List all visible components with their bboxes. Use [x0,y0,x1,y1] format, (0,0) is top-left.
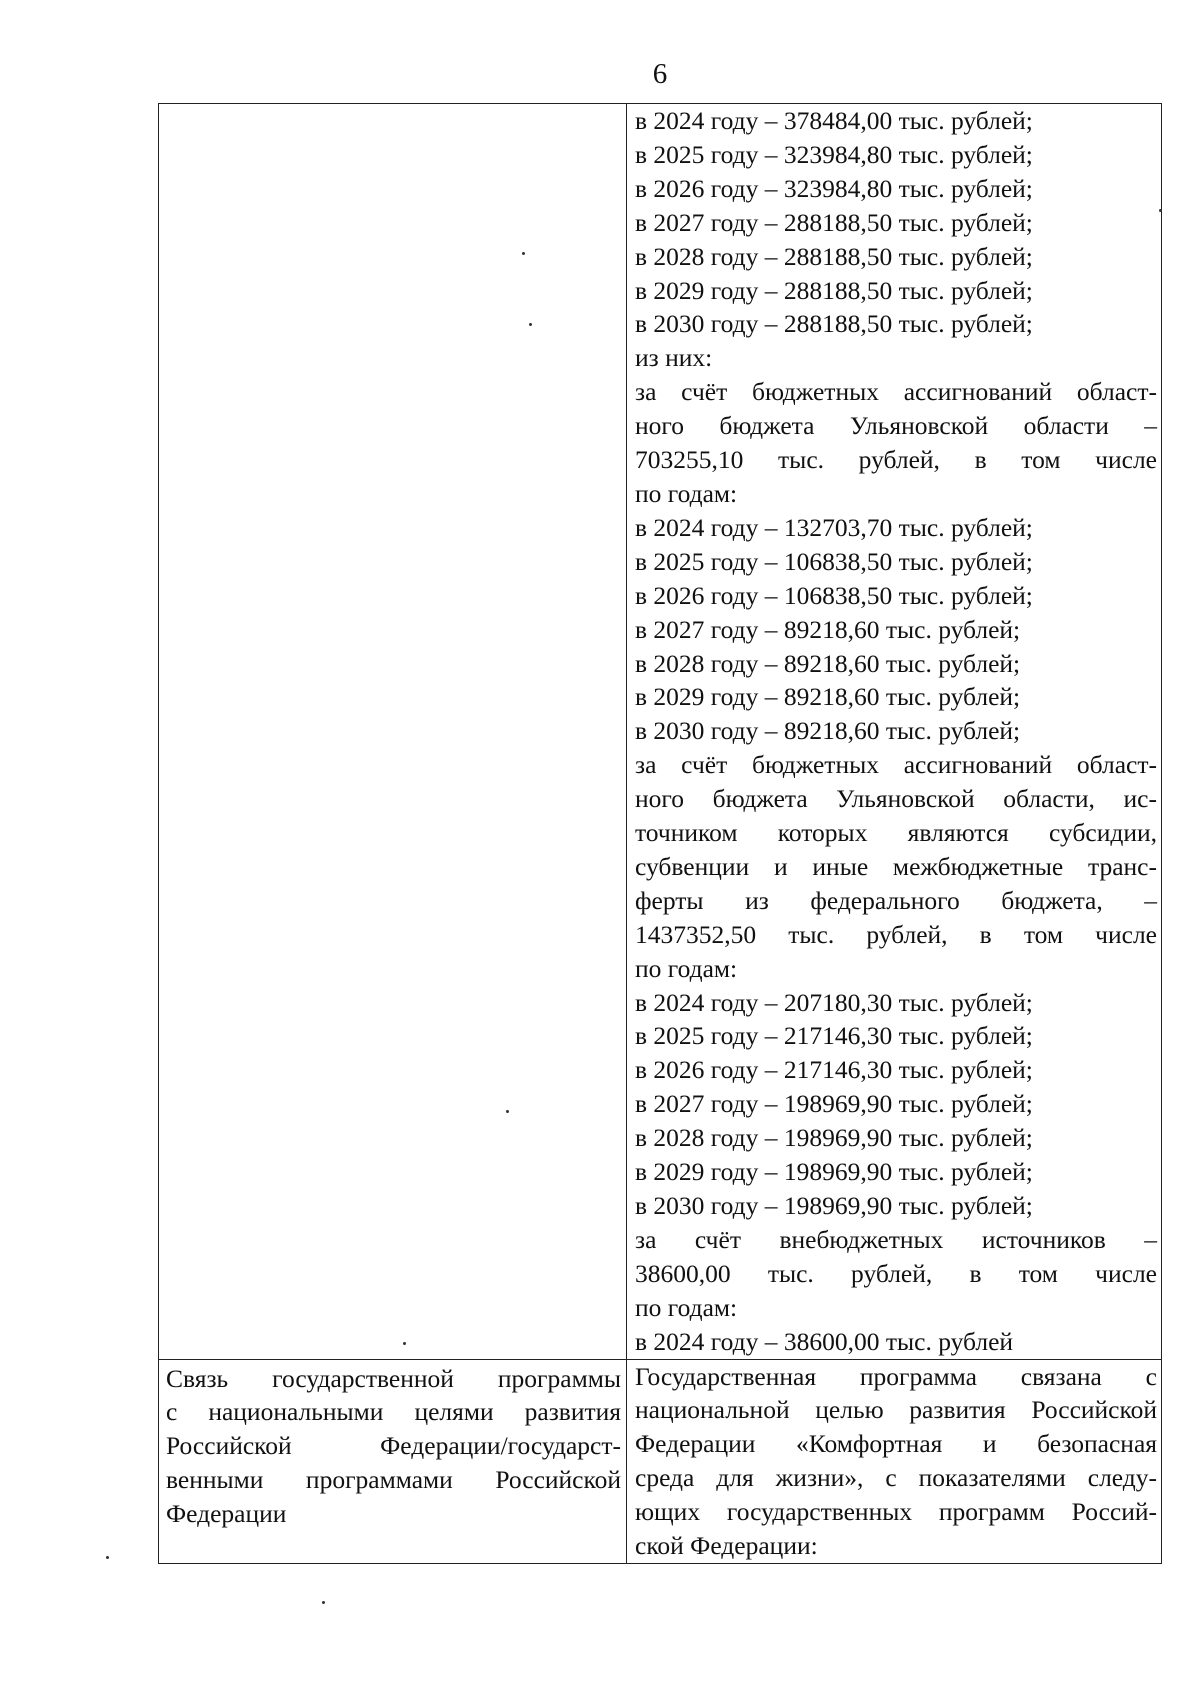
funding-total-year-line: в 2030 году – 288188,50 тыс. рублей; [635,309,1033,339]
scan-speck [529,323,532,326]
national-goals-label-cell [159,1359,627,1563]
federal-year-line: в 2030 году – 198969,90 тыс. рублей; [635,1191,1033,1220]
row-value-text: Государственная программа связана с [635,1361,1157,1391]
table-row-funding [159,104,1162,1360]
federal-transfers-text: ферты из федерального бюджета, – [635,885,1157,915]
by-years-label: по годам: [635,478,738,508]
regional-budget-text: ного бюджета Ульяновской области – [635,411,1157,441]
regional-year-line: в 2027 году – 89218,60 тыс. рублей; [635,614,1021,644]
passport-table [158,103,1162,1564]
federal-year-line: в 2026 году – 217146,30 тыс. рублей; [635,1055,1033,1085]
national-goals-value-cell [627,1359,1162,1563]
extrabudget-year-line: в 2024 году – 38600,00 тыс. рублей [635,1326,1014,1356]
federal-year-line: в 2027 году – 198969,90 тыс. рублей; [635,1089,1033,1119]
row-label-text: Связь государственной программы [166,1363,621,1393]
extrabudget-text: 38600,00 тыс. рублей, в том числе [635,1258,1157,1288]
funding-total-year-line: в 2028 году – 288188,50 тыс. рублей; [635,241,1033,271]
row-value-text: среда для жизни», с показателями следу- [635,1463,1157,1493]
row-value-text: Федерации «Комфортная и безопасная [635,1429,1157,1459]
regional-year-line: в 2029 году – 89218,60 тыс. рублей; [635,682,1021,712]
federal-transfers-text: за счёт бюджетных ассигнований област- [635,750,1157,780]
extrabudget-text: за счёт внебюджетных источников – [635,1224,1157,1254]
federal-year-line: в 2028 году – 198969,90 тыс. рублей; [635,1123,1033,1153]
funding-left-cell [159,104,627,1360]
federal-year-line: в 2029 году – 198969,90 тыс. рублей; [635,1157,1033,1187]
row-label-text: Российской Федерации/государст- [166,1431,621,1461]
regional-budget-text: 703255,10 тыс. рублей, в том числе [635,445,1157,475]
of-which-label: из них: [635,343,713,373]
table-row-national-goals [159,1359,1162,1563]
federal-year-line: в 2024 году – 207180,30 тыс. рублей; [635,987,1033,1017]
row-value-text: национальной целью развития Российской [635,1395,1157,1425]
row-value-text: ской Федерации: [635,1531,818,1561]
funding-total-year-line: в 2026 году – 323984,80 тыс. рублей; [635,173,1033,203]
scan-speck [522,252,525,255]
scan-speck [403,1342,406,1345]
scan-speck [322,1601,325,1604]
regional-year-line: в 2030 году – 89218,60 тыс. рублей; [635,716,1021,746]
row-label-text: Федерации [166,1499,287,1529]
federal-year-line: в 2025 году – 217146,30 тыс. рублей; [635,1021,1033,1051]
federal-transfers-text: ного бюджета Ульяновской области, ис- [635,784,1157,814]
funding-total-year-line: в 2027 году – 288188,50 тыс. рублей; [635,207,1033,237]
by-years-label: по годам: [635,1292,738,1322]
page-number: 6 [652,58,668,90]
federal-transfers-text: 1437352,50 тыс. рублей, в том числе [635,919,1157,949]
funding-total-year-line: в 2029 году – 288188,50 тыс. рублей; [635,275,1033,305]
row-value-text: ющих государственных программ Россий- [635,1497,1157,1527]
regional-year-line: в 2025 году – 106838,50 тыс. рублей; [635,546,1033,576]
by-years-label: по годам: [635,953,738,983]
federal-transfers-text: точником которых являются субсидии, [635,818,1157,848]
funding-right-cell [627,104,1162,1360]
regional-budget-text: за счёт бюджетных ассигнований област- [635,377,1157,407]
scan-speck [506,1110,509,1113]
regional-year-line: в 2026 году – 106838,50 тыс. рублей; [635,580,1033,610]
scan-speck [1159,209,1162,212]
funding-total-year-line: в 2025 году – 323984,80 тыс. рублей; [635,139,1033,169]
row-label-text: с национальными целями развития [166,1397,621,1427]
regional-year-line: в 2024 году – 132703,70 тыс. рублей; [635,512,1033,542]
funding-total-year-line: в 2024 году – 378484,00 тыс. рублей; [635,106,1033,135]
federal-transfers-text: субвенции и иные межбюджетные транс- [635,851,1157,881]
row-label-text: венными программами Российской [166,1465,621,1495]
regional-year-line: в 2028 году – 89218,60 тыс. рублей; [635,648,1021,678]
scan-speck [106,1556,109,1559]
